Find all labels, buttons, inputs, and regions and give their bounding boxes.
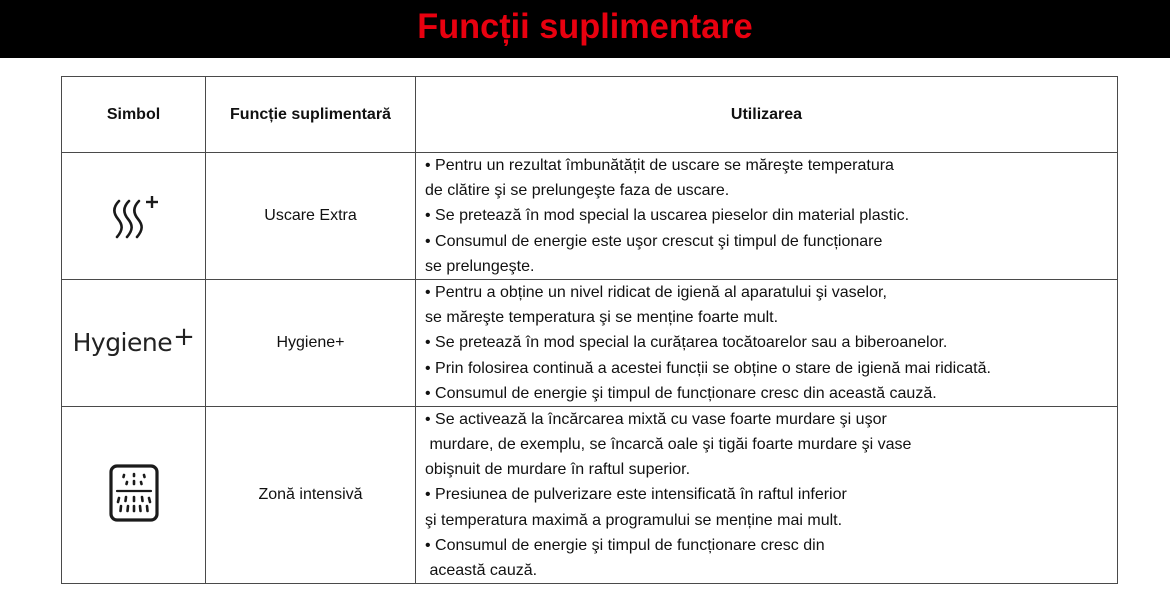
function-name: Uscare Extra <box>206 153 416 280</box>
usage-cell <box>416 406 1118 583</box>
usage-line: se prelungeşte. <box>425 257 535 275</box>
header-symbol: Simbol <box>62 77 206 153</box>
extra-drying-icon <box>110 195 166 239</box>
usage-line: murdare, de exemplu, se încarcă oale şi tigăi foarte murdare şi vase <box>425 436 912 454</box>
usage-line: această cauză. <box>425 562 538 579</box>
usage-line: • Se activează la încărcarea mixtă cu vase foarte murdare şi uşor <box>425 410 887 428</box>
title-banner <box>0 0 1170 58</box>
usage-cell <box>416 153 1118 280</box>
usage-line: • Se pretează în mod special la curățarea tocătoarelor sau a biberoanelor. <box>425 334 948 352</box>
table-row <box>62 153 1118 280</box>
table-row <box>62 406 1118 583</box>
header-usage: Utilizarea <box>416 77 1118 153</box>
table-row <box>62 279 1118 406</box>
usage-line: • Pentru un rezultat îmbunătățit de uscare se măreşte temperatura <box>425 157 894 174</box>
page-title: Funcții suplimentare <box>417 7 753 46</box>
usage-line: se măreşte temperatura şi se menține foarte mult. <box>425 309 779 327</box>
usage-line: şi temperatura maximă a programului se menține mai mult. <box>425 511 843 529</box>
usage-line: • Consumul de energie şi timpul de funcționare cresc din această cauză. <box>425 384 937 402</box>
usage-line: • Consumul de energie şi timpul de funcționare cresc din <box>425 536 825 554</box>
intensive-zone-icon <box>108 464 160 522</box>
usage-line: • Se pretează în mod special la uscarea pieselor din material plastic. <box>425 207 910 225</box>
usage-line: • Prin folosirea continuă a acestei funcții se obține o stare de igienă mai ridicată. <box>425 359 991 377</box>
header-function: Funcție suplimentară <box>206 77 416 153</box>
usage-line: obişnuit de murdare în raftul superior. <box>425 461 691 479</box>
usage-cell <box>416 279 1118 406</box>
function-name: Hygiene+ <box>206 279 416 406</box>
symbol-cell <box>62 279 206 406</box>
usage-line: • Consumul de energie este uşor crescut şi timpul de funcționare <box>425 232 883 250</box>
function-name: Zonă intensivă <box>206 406 416 583</box>
symbol-cell <box>62 406 206 583</box>
symbol-cell <box>62 153 206 280</box>
hygiene-plus-icon: Hygiene+ <box>72 322 195 358</box>
table-header-row <box>62 77 1118 153</box>
usage-line: • Presiunea de pulverizare este intensificată în raftul inferior <box>425 486 847 504</box>
functions-table <box>61 76 1118 584</box>
usage-line: de clătire şi se prelungeşte faza de uscare. <box>425 182 730 200</box>
usage-line: • Pentru a obține un nivel ridicat de igienă al aparatului şi vaselor, <box>425 283 887 301</box>
